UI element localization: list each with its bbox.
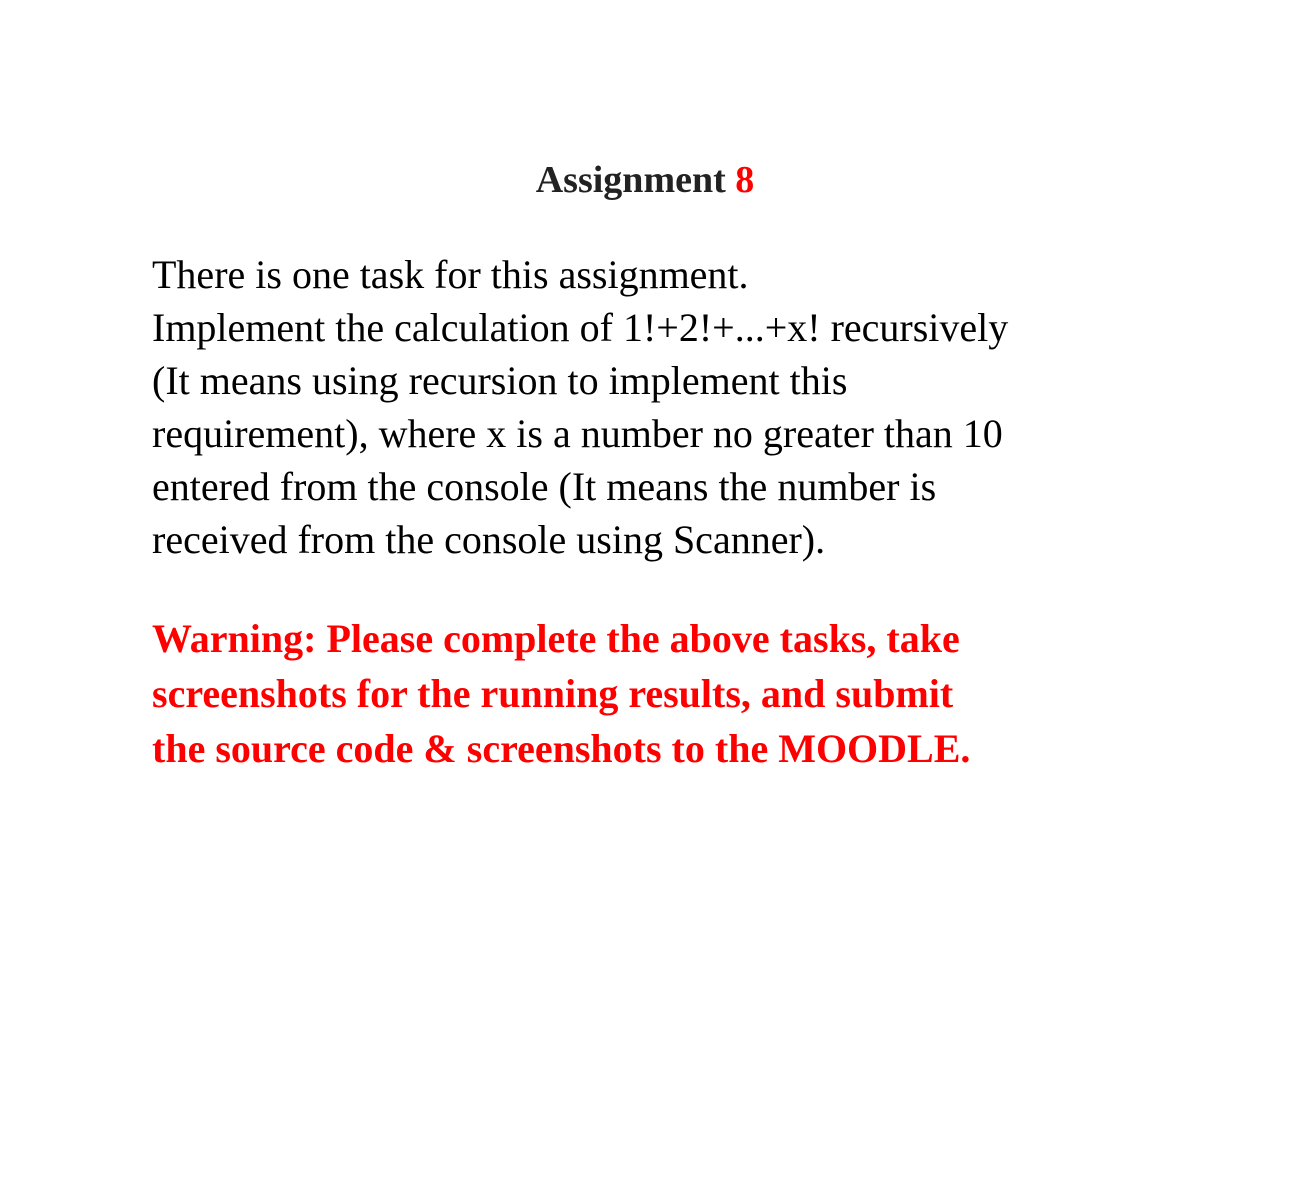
warning-line: Warning: Please complete the above tasks, take — [152, 616, 960, 661]
assignment-number: 8 — [735, 159, 755, 201]
warning-line: screenshots for the running results, and submit — [152, 671, 954, 716]
warning-line: the source code & screenshots to the MOODLE. — [152, 726, 971, 771]
task-description — [152, 248, 1152, 566]
task-description-line: entered from the console (It means the number is — [152, 464, 937, 509]
assignment-title — [0, 158, 1290, 202]
warning-notice — [152, 611, 1152, 776]
task-description-line: requirement), where x is a number no greater than 10 — [152, 411, 1003, 456]
task-description-line: (It means using recursion to implement this — [152, 358, 848, 403]
assignment-title-prefix: Assignment — [535, 159, 726, 201]
task-description-line: received from the console using Scanner). — [152, 517, 826, 562]
task-description-line: Implement the calculation of 1!+2!+...+x! recursively — [152, 305, 1009, 350]
task-description-line: There is one task for this assignment. — [152, 252, 749, 297]
